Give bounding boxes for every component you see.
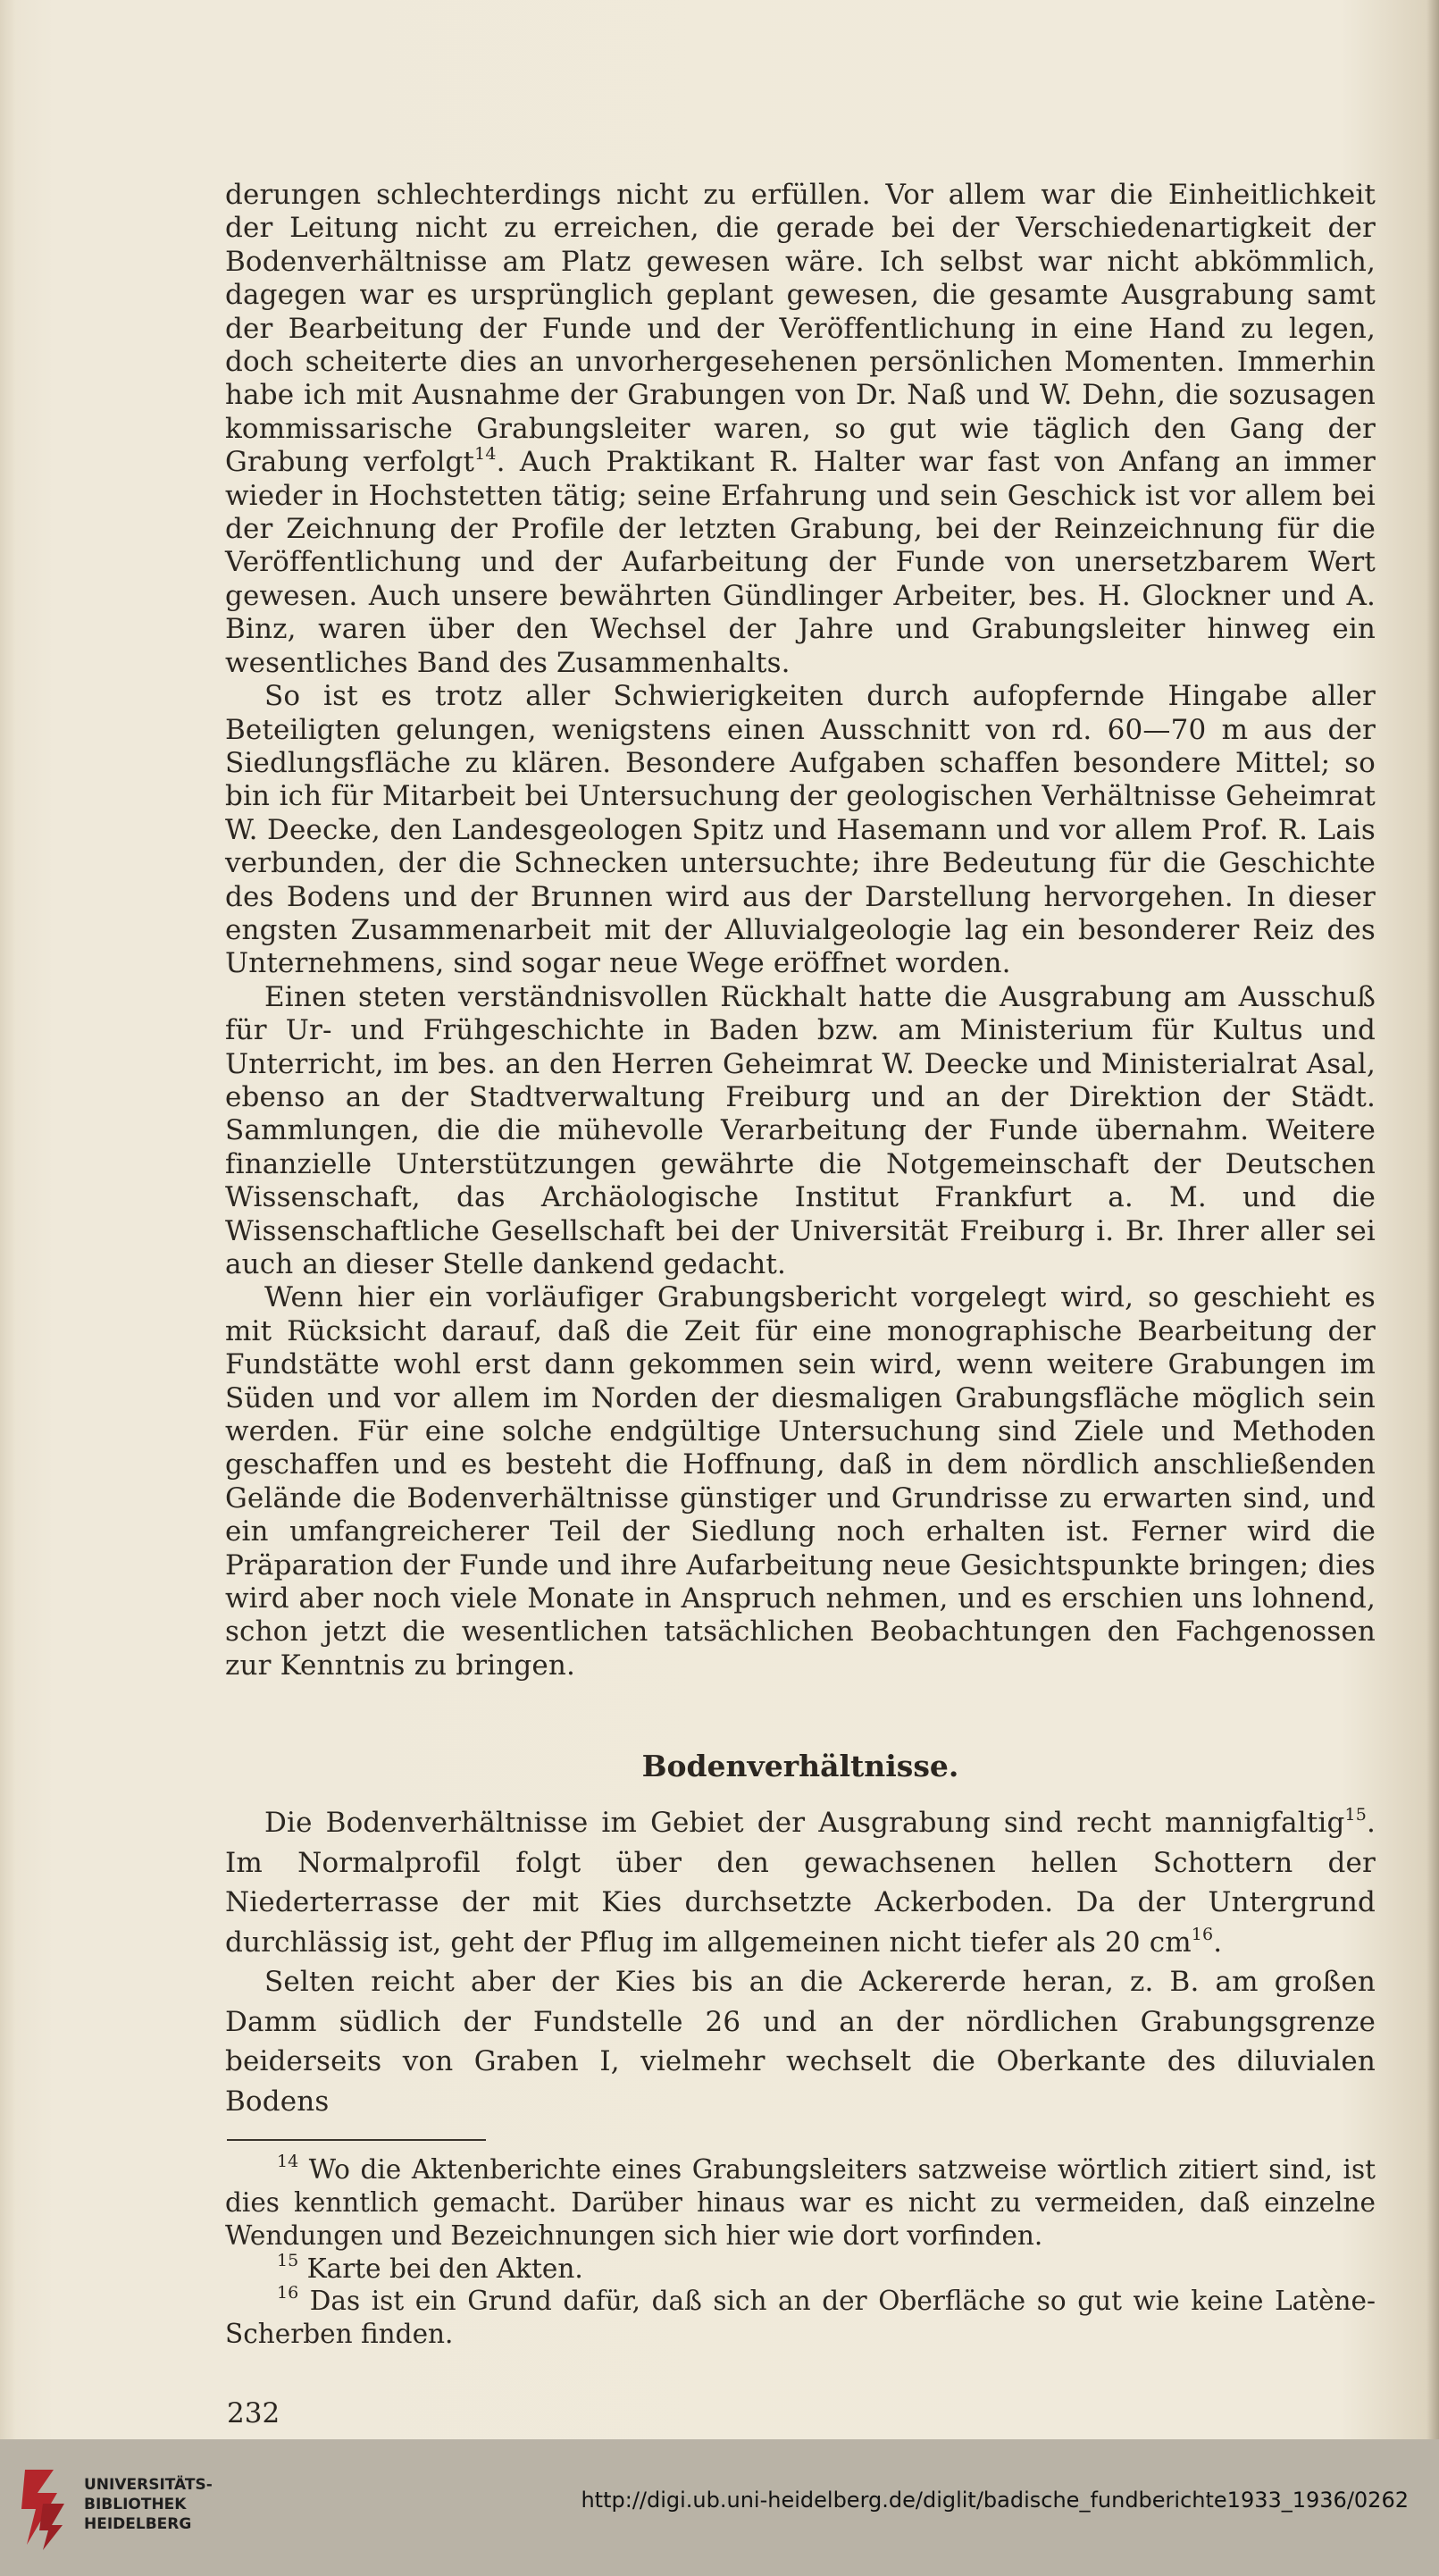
library-name-line: HEIDELBERG	[84, 2515, 192, 2533]
paragraph: Selten reicht aber der Kies bis an die Ackererde heran, z. B. am großen Damm südlich der Fundstelle 26 und an der nördlichen Grabungsgrenze beiderseits von Graben I, vielmehr wechselt die Oberkante des diluvialen Bodens	[225, 1966, 1376, 2118]
paragraph	[225, 1803, 1376, 1962]
paragraph: Einen steten verständnisvollen Rückhalt hatte die Ausgrabung am Ausschuß für Ur- und Frühgeschichte in Baden bzw. am Ministerium für Kultus und Unterricht, im bes. an den Herren Geheimrat W. Deecke und Ministerialrat Asal, ebenso an der Stadtverwaltung Freiburg und an der Direktion der Städt. Sammlungen, die die mühevolle Verarbeitung der Funde übernahm. Weitere finanzielle Unterstützungen gewährte die Notgemeinschaft der Deutschen Wissenschaft, das Archäologische Institut Frankfurt a. M. und die Wissenschaftliche Gesellschaft bei der Universität Freiburg i. Br. Ihrer aller sei auch an dieser Stelle dankend gedacht.	[225, 980, 1376, 1280]
section-heading: Bodenverhältnisse.	[641, 1749, 959, 1784]
viewer-footer	[0, 2439, 1439, 2576]
footnote	[225, 2153, 1376, 2252]
page-edge-shadow	[1426, 0, 1439, 2439]
paragraph: So ist es trotz aller Schwierigkeiten durch aufopfernde Hingabe aller Beteiligten gelungen, wenigstens einen Ausschnitt von rd. 60—70 m aus der Siedlungsfläche zu klären. Besondere Aufgaben schaffen besondere Mittel; so bin ich für Mitarbeit bei Untersuchung der geologischen Verhältnisse Geheimrat W. Deecke, den Landesgeologen Spitz und Hasemann und vor allem Prof. R. Lais verbunden, der die Schnecken untersuchte; ihre Bedeutung für die Geschichte des Bodens und der Brunnen wird aus der Darstellung hervorgehen. In dieser engsten Zusammenarbeit mit der Alluvialgeologie lag ein besonderer Reiz des Unternehmens, sind sogar neue Wege eröffnet worden.	[225, 680, 1376, 980]
page-number: 232	[227, 2397, 280, 2430]
footnote-divider	[227, 2139, 486, 2141]
paragraph-text: derungen schlechterdings nicht zu erfüllen. Vor allem war die Einheitlichkeit der Leitung nicht zu erreichen, die gerade bei der Verschiedenartigkeit der Bodenverhältnisse am Platz gewesen wäre. Ich selbst war nicht abkömmlich, dagegen war es ursprünglich geplant gewesen, die gesamte Ausgrabung samt der Bearbeitung der Funde und der Veröffentlichung in eine Hand zu legen, doch scheiterte dies an unvorhergesehenen persönlichen Momenten. Immerhin habe ich mit Ausnahme der Grabungen von Dr. Naß und W. Dehn, die sozusagen kommissarische Grabungsleiter waren, so gut wie täglich den Gang der Grabung verfolgt	[225, 179, 1376, 479]
footnote-ref: 16	[1191, 1924, 1214, 1944]
paragraph	[225, 179, 1376, 680]
paragraph-text: . Im Normalprofil folgt über den gewachsenen hellen Schottern der Niederterrasse der mit Kies durchsetzte Ackerboden. Da der Untergrund durchlässig ist, geht der Pflug im allgemeinen nicht tiefer als 20 cm	[225, 1807, 1376, 1959]
paragraph-text: .	[1213, 1926, 1223, 1959]
library-name-line: UNIVERSITÄTS-	[84, 2476, 213, 2494]
footnote	[225, 2285, 1376, 2351]
footnote-number: 15	[277, 2250, 299, 2270]
library-name-line: BIBLIOTHEK	[84, 2496, 187, 2513]
footnote-text: Wo die Aktenberichte eines Grabungsleiters satzweise wörtlich zitiert sind, ist dies kenntlich gemacht. Darüber hinaus war es nicht zu vermeiden, daß einzelne Wendungen und Bezeichnungen sich hier wie dort vorfinden.	[225, 2154, 1376, 2251]
page-text-block	[225, 179, 1376, 2429]
footnote-number: 14	[277, 2152, 299, 2172]
paragraph-text: . Auch Praktikant R. Halter war fast von Anfang an immer wieder in Hochstetten tätig; seine Erfahrung und sein Geschick ist vor allem bei der Zeichnung der Profile der letzten Grabung, bei der Reinzeichnung für die Veröffentlichung und der Aufarbeitung der Funde von unersetzbarem Wert gewesen. Auch unsere bewährten Gündlinger Arbeiter, bes. H. Glockner und A. Binz, waren über den Wechsel der Jahre und Grabungsleiter hinweg ein wesentliches Band des Zusammenhalts.	[225, 446, 1376, 679]
footnote-text: Karte bei den Akten.	[306, 2253, 583, 2284]
footnote-number: 16	[277, 2283, 299, 2303]
paragraph: Wenn hier ein vorläufiger Grabungsbericht vorgelegt wird, so geschieht es mit Rücksicht darauf, daß die Zeit für eine monographische Bearbeitung der Fundstätte wohl erst dann gekommen sein wird, wenn weitere Grabungen im Süden und vor allem im Norden der diesmaligen Grabungsfläche möglich sein werden. Für eine solche endgültige Untersuchung sind Ziele und Methoden geschaffen und es besteht die Hoffnung, daß in dem nördlich anschließenden Gelände die Bodenverhältnisse günstiger und Grundrisse zu erwarten sind, und ein umfangreicherer Teil der Siedlung noch erhalten ist. Ferner wird die Präparation der Funde und ihre Aufarbeitung neue Gesichtspunkte bringen; dies wird aber noch viele Monate in Anspruch nehmen, und es erschien uns lohnend, schon jetzt die wesentlichen tatsächlichen Beobachtungen den Fachgenossen zur Kenntnis zu bringen.	[225, 1281, 1376, 1682]
university-library-logo-icon	[16, 2463, 70, 2552]
source-url-link[interactable]: http://digi.ub.uni-heidelberg.de/diglit/badische_fundberichte1933_1936/0262	[581, 2488, 1409, 2513]
footnote-ref: 15	[1344, 1805, 1367, 1825]
footnote	[225, 2250, 1376, 2286]
footnote-text: Das ist ein Grund dafür, daß sich an der Oberfläche so gut wie keine Latène-Scherben finden.	[225, 2286, 1376, 2350]
library-name	[84, 2475, 213, 2534]
paragraph-text: Die Bodenverhältnisse im Gebiet der Ausgrabung sind recht mannigfaltig	[264, 1807, 1345, 1840]
footnote-ref: 14	[474, 444, 497, 465]
